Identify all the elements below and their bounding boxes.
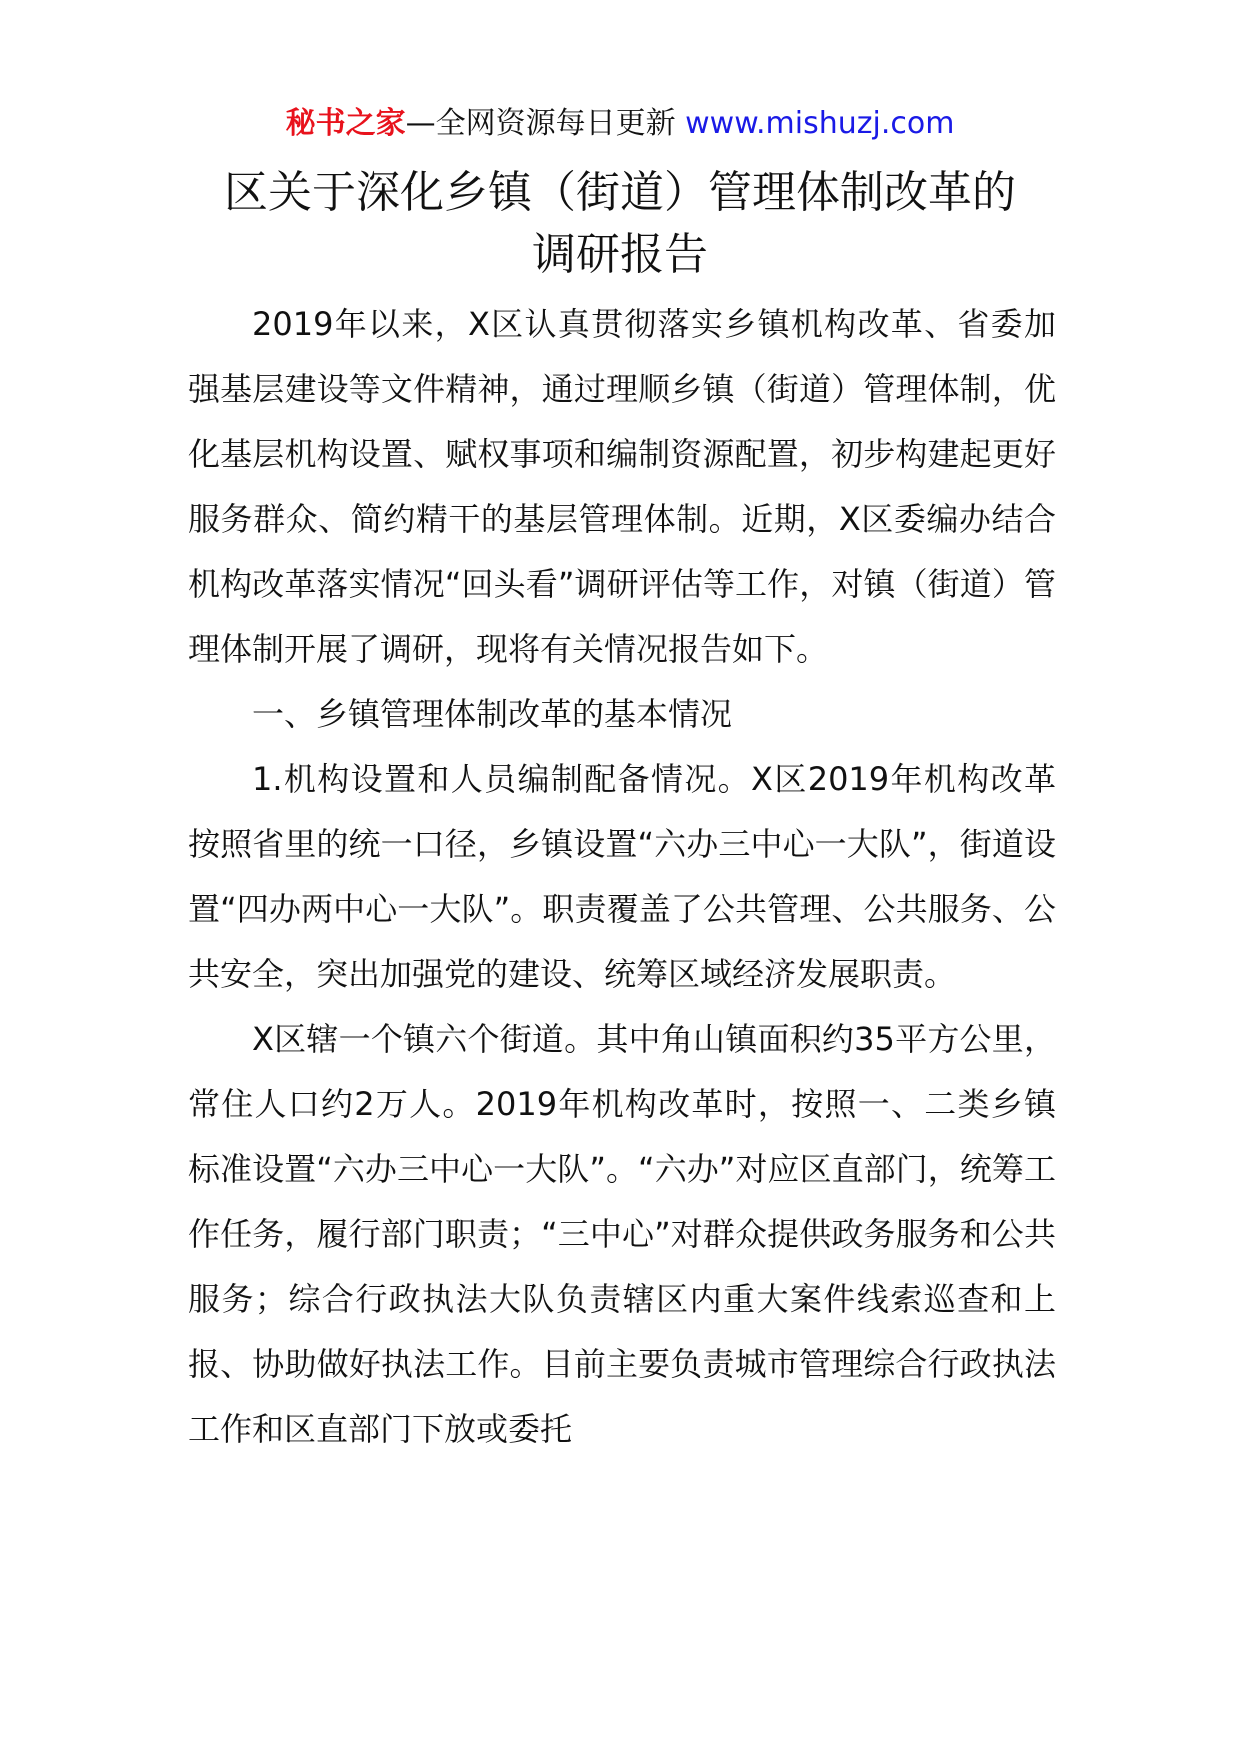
header-slogan: —全网资源每日更新 xyxy=(405,106,686,141)
brand-name: 秘书之家 xyxy=(285,106,406,141)
title-line-2: 调研报告 xyxy=(532,229,708,280)
paragraph-district-overview: X区辖一个镇六个街道。其中角山镇面积约35平方公里，常住人口约2万人。2019年机构改革时，按照一、二类乡镇标准设置“六办三中心一大队”。“六办”对应区直部门，统筹工作任务，履行部门职责；“三中心”对群众提供政务服务和公共服务；综合行政执法大队负责辖区内重大案件线索巡查和上报、协助做好执法工作。目前主要负责城市管理综合行政执法工作和区直部门下放或委托 xyxy=(188,1020,1056,1448)
section-heading: 一、乡镇管理体制改革的基本情况 xyxy=(252,695,733,733)
site-url-link[interactable]: www.mishuzj.com xyxy=(685,106,955,141)
paragraph-org-setup: 1.机构设置和人员编制配备情况。X区2019年机构改革按照省里的统一口径，乡镇设置“六办三中心一大队”，街道设置“四办两中心一大队”。职责覆盖了公共管理、公共服务、公共安全，突出加强党的建设、统筹区域经济发展职责。 xyxy=(188,760,1056,993)
paragraph-intro: 2019年以来，X区认真贯彻落实乡镇机构改革、省委加强基层建设等文件精神，通过理顺乡镇（街道）管理体制，优化基层机构设置、赋权事项和编制资源配置，初步构建起更好服务群众、简约精干的基层管理体制。近期，X区委编办结合机构改革落实情况“回头看”调研评估等工作，对镇（街道）管理体制开展了调研，现将有关情况报告如下。 xyxy=(188,305,1056,668)
title-line-1: 区关于深化乡镇（街道）管理体制改革的 xyxy=(224,167,1016,218)
site-header xyxy=(0,104,1240,144)
document-title xyxy=(0,162,1240,286)
document-body xyxy=(188,292,1056,1462)
